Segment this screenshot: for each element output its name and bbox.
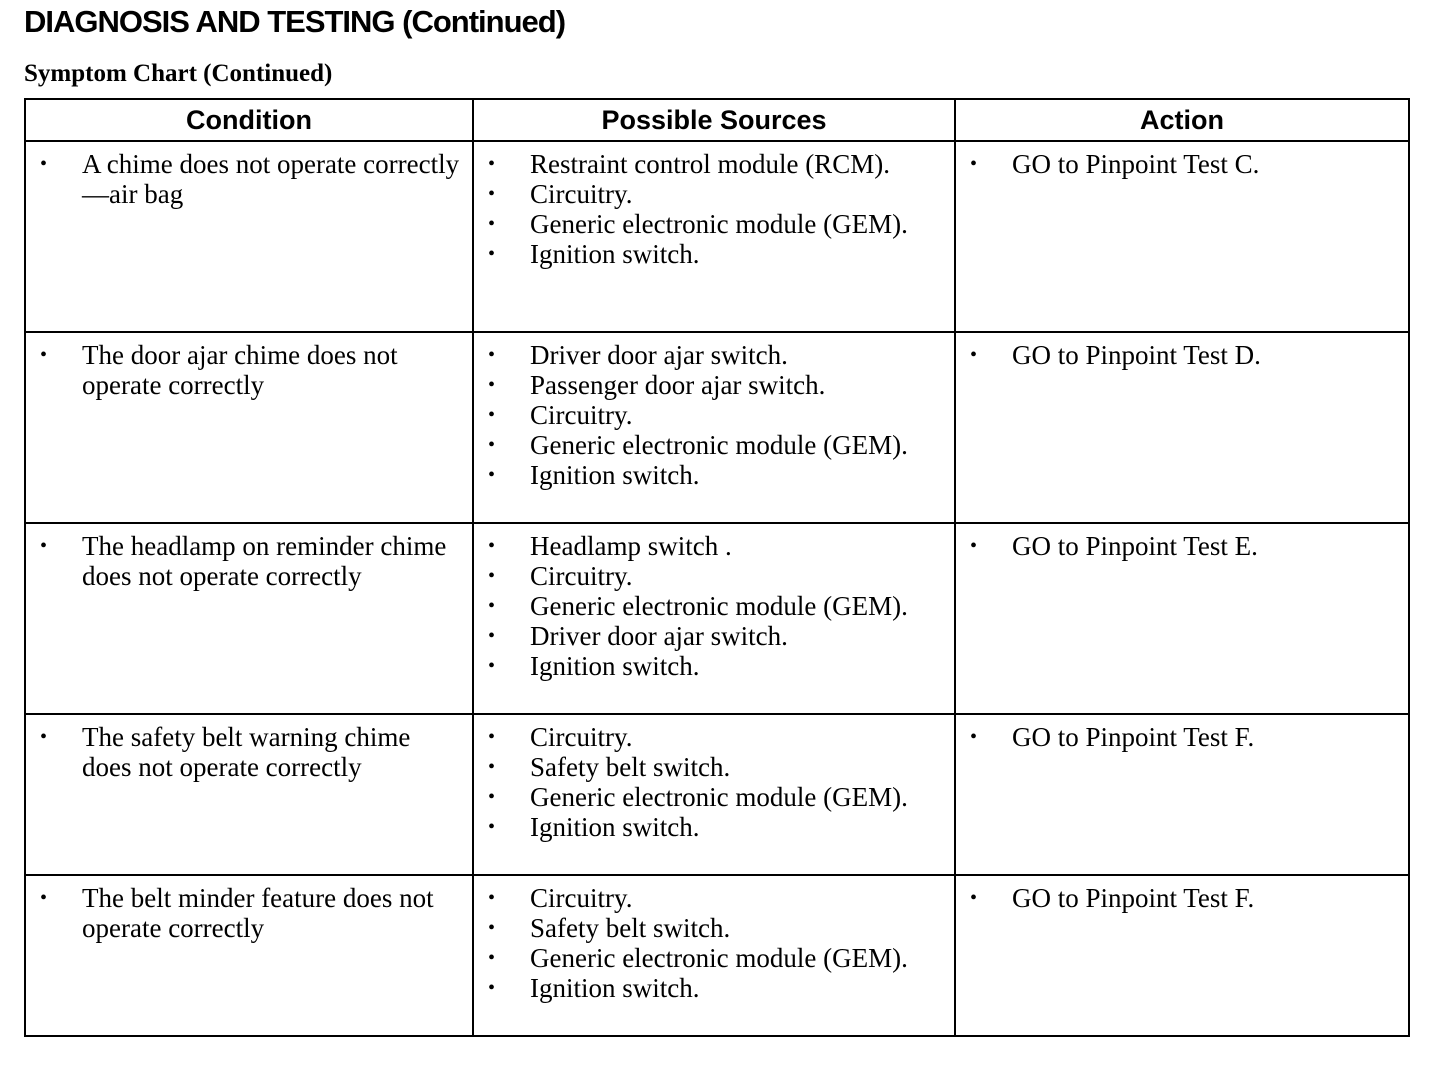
list-item xyxy=(956,531,1396,561)
bullet-icon: • xyxy=(488,816,496,838)
source-text: Circuitry. xyxy=(530,400,633,430)
action-text: GO to Pinpoint Test C. xyxy=(1012,149,1260,179)
condition-text: The belt minder feature does not operate correctly xyxy=(82,883,434,943)
list-item xyxy=(474,179,942,209)
source-text: Passenger door ajar switch. xyxy=(530,370,826,400)
bullet-icon: • xyxy=(488,917,496,939)
source-text: Circuitry. xyxy=(530,561,633,591)
sources-cell xyxy=(473,141,955,332)
list-item xyxy=(26,722,460,782)
bullet-icon: • xyxy=(488,464,496,486)
condition-text: The safety belt warning chime does not operate correctly xyxy=(82,722,411,782)
source-text: Driver door ajar switch. xyxy=(530,340,788,370)
list-item xyxy=(26,149,460,209)
symptom-chart-table xyxy=(24,98,1410,1037)
bullet-icon: • xyxy=(488,726,496,748)
action-text: GO to Pinpoint Test E. xyxy=(1012,531,1258,561)
action-cell xyxy=(955,141,1409,332)
sources-cell xyxy=(473,523,955,714)
condition-text: The door ajar chime does not operate correctly xyxy=(82,340,398,400)
bullet-icon: • xyxy=(40,887,48,909)
page-title: DIAGNOSIS AND TESTING (Continued) xyxy=(24,4,566,39)
bullet-icon: • xyxy=(488,595,496,617)
source-text: Ignition switch. xyxy=(530,973,700,1003)
condition-cell xyxy=(25,523,473,714)
action-cell xyxy=(955,523,1409,714)
bullet-icon: • xyxy=(970,153,978,175)
condition-cell xyxy=(25,714,473,875)
table-row xyxy=(25,332,1409,523)
list-item xyxy=(474,591,942,621)
bullet-icon: • xyxy=(488,565,496,587)
action-text: GO to Pinpoint Test F. xyxy=(1012,883,1255,913)
source-text: Circuitry. xyxy=(530,883,633,913)
bullet-icon: • xyxy=(488,153,496,175)
list-item xyxy=(474,239,942,269)
column-header-action: Action xyxy=(955,99,1409,141)
bullet-icon: • xyxy=(970,344,978,366)
column-header-condition: Condition xyxy=(25,99,473,141)
bullet-icon: • xyxy=(488,655,496,677)
source-text: Circuitry. xyxy=(530,722,633,752)
bullet-icon: • xyxy=(488,625,496,647)
bullet-icon: • xyxy=(970,535,978,557)
bullet-icon: • xyxy=(488,947,496,969)
source-text: Generic electronic module (GEM). xyxy=(530,943,908,973)
condition-cell xyxy=(25,332,473,523)
table-row xyxy=(25,523,1409,714)
sources-cell xyxy=(473,714,955,875)
list-item xyxy=(474,722,942,752)
source-text: Ignition switch. xyxy=(530,460,700,490)
source-text: Ignition switch. xyxy=(530,651,700,681)
bullet-icon: • xyxy=(488,374,496,396)
source-text: Headlamp switch . xyxy=(530,531,732,561)
sources-cell xyxy=(473,332,955,523)
source-text: Generic electronic module (GEM). xyxy=(530,782,908,812)
bullet-icon: • xyxy=(488,344,496,366)
list-item xyxy=(474,973,942,1003)
source-text: Generic electronic module (GEM). xyxy=(530,209,908,239)
list-item xyxy=(474,370,942,400)
condition-text: A chime does not operate correctly—air bag xyxy=(82,149,460,209)
bullet-icon: • xyxy=(488,434,496,456)
list-item xyxy=(956,340,1396,370)
source-text: Generic electronic module (GEM). xyxy=(530,430,908,460)
bullet-icon: • xyxy=(488,977,496,999)
bullet-icon: • xyxy=(488,404,496,426)
list-item xyxy=(474,752,942,782)
list-item xyxy=(474,209,942,239)
source-text: Generic electronic module (GEM). xyxy=(530,591,908,621)
bullet-icon: • xyxy=(970,887,978,909)
table-row xyxy=(25,875,1409,1036)
list-item xyxy=(474,621,942,651)
action-cell xyxy=(955,714,1409,875)
bullet-icon: • xyxy=(40,153,48,175)
condition-text: The headlamp on reminder chime does not operate correctly xyxy=(82,531,447,591)
list-item xyxy=(474,340,942,370)
source-text: Circuitry. xyxy=(530,179,633,209)
list-item xyxy=(474,561,942,591)
source-text: Ignition switch. xyxy=(530,812,700,842)
list-item xyxy=(956,149,1396,179)
bullet-icon: • xyxy=(40,344,48,366)
list-item xyxy=(474,883,942,913)
list-item xyxy=(474,149,942,179)
bullet-icon: • xyxy=(970,726,978,748)
column-header-possible-sources: Possible Sources xyxy=(473,99,955,141)
source-text: Driver door ajar switch. xyxy=(530,621,788,651)
list-item xyxy=(474,531,942,561)
bullet-icon: • xyxy=(488,786,496,808)
action-cell xyxy=(955,332,1409,523)
list-item xyxy=(956,883,1396,913)
source-text: Restraint control module (RCM). xyxy=(530,149,890,179)
list-item xyxy=(474,812,942,842)
section-title: Symptom Chart (Continued) xyxy=(24,60,333,87)
list-item xyxy=(26,340,460,400)
list-item xyxy=(474,651,942,681)
bullet-icon: • xyxy=(488,887,496,909)
table-row xyxy=(25,714,1409,875)
source-text: Ignition switch. xyxy=(530,239,700,269)
bullet-icon: • xyxy=(488,183,496,205)
list-item xyxy=(474,460,942,490)
bullet-icon: • xyxy=(488,535,496,557)
action-cell xyxy=(955,875,1409,1036)
list-item xyxy=(26,531,460,591)
condition-cell xyxy=(25,875,473,1036)
bullet-icon: • xyxy=(488,243,496,265)
source-text: Safety belt switch. xyxy=(530,913,731,943)
list-item xyxy=(474,913,942,943)
list-item xyxy=(26,883,460,943)
condition-cell xyxy=(25,141,473,332)
list-item xyxy=(474,400,942,430)
table-header-row xyxy=(25,99,1409,141)
bullet-icon: • xyxy=(40,726,48,748)
list-item xyxy=(474,430,942,460)
list-item xyxy=(474,782,942,812)
bullet-icon: • xyxy=(488,756,496,778)
source-text: Safety belt switch. xyxy=(530,752,731,782)
bullet-icon: • xyxy=(40,535,48,557)
action-text: GO to Pinpoint Test D. xyxy=(1012,340,1261,370)
list-item xyxy=(474,943,942,973)
list-item xyxy=(956,722,1396,752)
action-text: GO to Pinpoint Test F. xyxy=(1012,722,1255,752)
table-row xyxy=(25,141,1409,332)
bullet-icon: • xyxy=(488,213,496,235)
sources-cell xyxy=(473,875,955,1036)
